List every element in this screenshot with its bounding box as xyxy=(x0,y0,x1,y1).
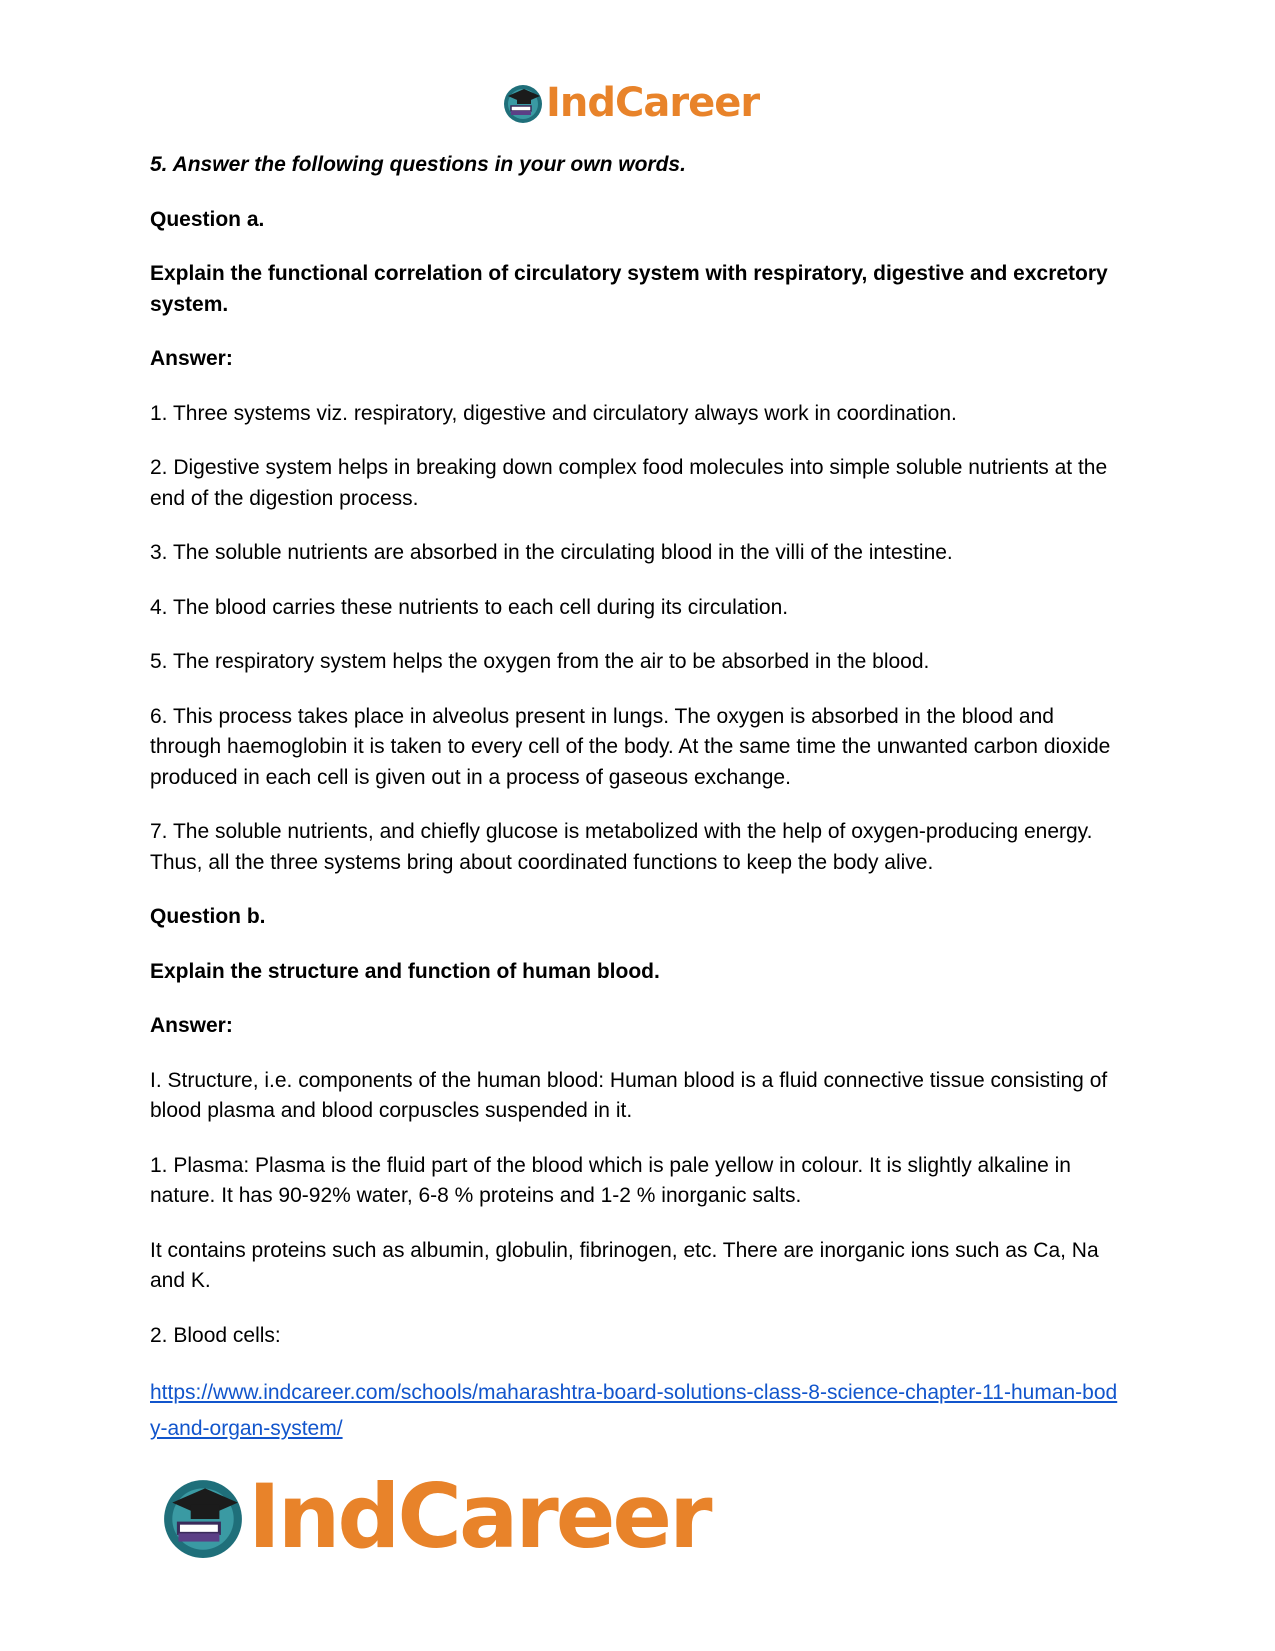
answer-a-point-7: 7. The soluble nutrients, and chiefly glucose is metabolized with the help of oxygen-producing energy. Thus, all the three systems bring about coordinated functions to keep the body alive. xyxy=(150,820,1093,874)
answer-a-point-6: 6. This process takes place in alveolus present in lungs. The oxygen is absorbed in the blood and through haemoglobin it is taken to every cell of the body. At the same time the unwanted carbon dioxide produced in each cell is given out in a process of gaseous exchange. xyxy=(150,704,1111,789)
document-body xyxy=(150,150,1130,1447)
answer-a-label: Answer: xyxy=(150,347,233,370)
answer-b-point-4: 2. Blood cells: xyxy=(150,1323,281,1347)
source-link[interactable]: https://www.indcareer.com/schools/maharashtra-board-solutions-class-8-science-chapter-11-human-body-and-organ-system/ xyxy=(150,1381,1118,1440)
graduation-cap-globe-icon xyxy=(502,82,544,124)
answer-a-point-3: 3. The soluble nutrients are absorbed in the circulating blood in the villi of the intestine. xyxy=(150,541,953,564)
brand-name: IndCareer xyxy=(546,80,760,126)
brand-name-large: IndCareer xyxy=(248,1465,710,1568)
answer-a-point-1: 1. Three systems viz. respiratory, digestive and circulatory always work in coordination. xyxy=(150,401,957,425)
answer-a-point-4: 4. The blood carries these nutrients to each cell during its circulation. xyxy=(150,595,789,619)
footer-logo xyxy=(160,1465,710,1568)
question-b-label: Question b. xyxy=(150,905,266,928)
answer-b-point-1: I. Structure, i.e. components of the human blood: Human blood is a fluid connective tissue consisting of blood plasma and blood corpuscles suspended in it. xyxy=(150,1068,1108,1122)
answer-b-point-3: It contains proteins such as albumin, globulin, fibrinogen, etc. There are inorganic ions such as Ca, Na and K. xyxy=(150,1238,1099,1292)
question-b-text: Explain the structure and function of human blood. xyxy=(150,959,660,983)
answer-a-point-2: 2. Digestive system helps in breaking down complex food molecules into simple soluble nutrients at the end of the digestion process. xyxy=(150,456,1108,510)
question-a-label: Question a. xyxy=(150,207,265,231)
answer-a-point-5: 5. The respiratory system helps the oxygen from the air to be absorbed in the blood. xyxy=(150,650,930,673)
header-logo xyxy=(502,80,759,126)
answer-b-point-2: 1. Plasma: Plasma is the fluid part of the blood which is pale yellow in colour. It is slightly alkaline in nature. It has 90-92% water, 6-8 % proteins and 1-2 % inorganic salts. xyxy=(150,1153,1071,1207)
answer-b-label: Answer: xyxy=(150,1014,233,1037)
question-a-text: Explain the functional correlation of circulatory system with respiratory, digestive and excretory system. xyxy=(150,262,1108,316)
section-instruction: 5. Answer the following questions in your own words. xyxy=(150,153,686,176)
graduation-cap-globe-icon xyxy=(160,1474,246,1560)
